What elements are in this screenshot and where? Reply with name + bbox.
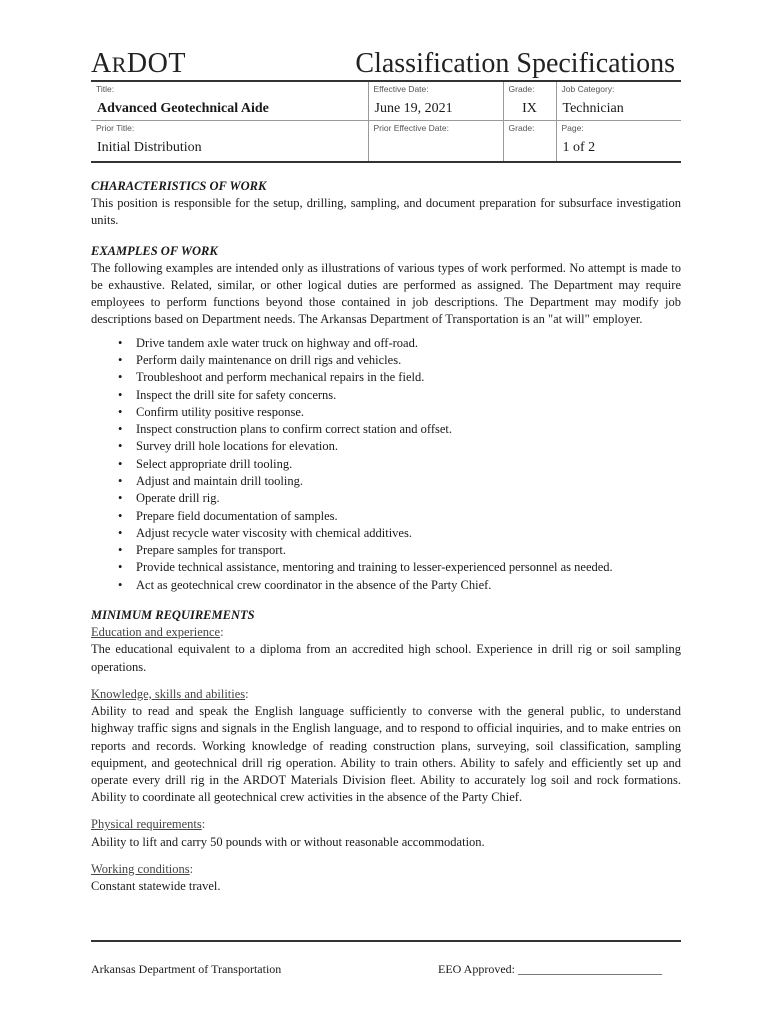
job-category-value: Technician [562,101,624,116]
page-label: Page: [561,123,584,133]
title-cell [91,81,368,121]
list-item: • Inspect construction plans to confirm correct station and offset. [136,421,681,438]
title-label: Title: [96,84,115,94]
list-item: • Prepare field documentation of samples. [136,508,681,525]
list-item: • Inspect the drill site for safety concerns. [136,387,681,404]
effective-date-cell [368,81,503,121]
list-item: • Provide technical assistance, mentoring and training to lesser-experienced personnel as needed. [136,559,681,576]
prior-title-value: Initial Distribution [97,140,202,155]
footer-department: Arkansas Department of Transportation [91,962,282,976]
examples-heading: EXAMPLES OF WORK [91,243,218,258]
list-item: • Adjust recycle water viscosity with chemical additives. [136,525,681,542]
prior-grade-label: Grade: [508,123,535,133]
job-category-label: Job Category: [561,84,615,94]
document-title: Classification Specifications [355,48,675,79]
list-item: • Select appropriate drill tooling. [136,456,681,473]
knowledge-heading: Knowledge, skills and abilities: [91,686,249,701]
list-item: • Troubleshoot and perform mechanical repairs in the field. [136,369,681,386]
prior-title-label: Prior Title: [96,123,135,133]
working-heading: Working conditions: [91,861,194,876]
list-item: • Adjust and maintain drill tooling. [136,473,681,490]
characteristics-text: This position is responsible for the setup, drilling, sampling, and document preparation for subsurface investigation units. [91,196,681,228]
examples-intro: The following examples are intended only as illustrations of various types of work performed. No attempt is made to be exhaustive. Related, similar, or other logical duties are performed as assigned. The Department may require employees to perform functions beyond those contained in job descriptions. The Department may modify job descriptions based on Department needs. The Arkansas Department of Transportation is an "at will" employer. [91,260,681,327]
grade-cell [503,81,556,121]
footer-eeo-approved: EEO Approved: ________________________ [438,962,662,976]
effective-date-label: Effective Date: [373,84,429,94]
prior-effective-date-cell [368,121,503,163]
document-body [91,178,681,895]
physical-heading: Physical requirements: [91,817,206,832]
education-heading: Education and experience: [91,625,224,640]
list-item: • Confirm utility positive response. [136,404,681,421]
examples-list [91,335,681,594]
job-category-cell [556,81,681,121]
prior-title-cell [91,121,368,163]
footer-divider [91,940,681,942]
working-text: Constant statewide travel. [91,878,221,893]
title-value: Advanced Geotechnical Aide [97,101,269,116]
effective-date-value: June 19, 2021 [374,101,453,116]
education-text: The educational equivalent to a diploma from an accredited high school. Experience in drill rig or soil sampling operations. [91,642,681,674]
grade-label: Grade: [508,84,535,94]
knowledge-text: Ability to read and speak the English language sufficiently to converse with the general public, to understand highway traffic signs and signals in the English language, and to respond to official inquiries, and to make entries on reports and records. Working knowledge of reading construction plans, surveying, soil classification, sampling equipment, and geotechnical drill rig operation. Ability to train others. Ability to safely and efficiently set up and operate every drill rig in the ARDOT Materials Division fleet. Ability to accurately log soil and rock formations. Ability to coordinate all geotechnical crew activities in the absence of the Party Chief. [91,704,681,805]
page-cell [556,121,681,163]
prior-effective-date-value [369,133,503,140]
list-item: • Prepare samples for transport. [136,542,681,559]
prior-grade-value [504,133,556,140]
job-info-table [91,80,681,163]
grade-value: IX [522,101,537,116]
requirements-heading: MINIMUM REQUIREMENTS [91,608,255,623]
list-item: • Survey drill hole locations for elevation. [136,438,681,455]
list-item: • Perform daily maintenance on drill rigs and vehicles. [136,352,681,369]
list-item: • Drive tandem axle water truck on highway and off-road. [136,335,681,352]
prior-effective-date-label: Prior Effective Date: [373,123,449,133]
list-item: • Operate drill rig. [136,490,681,507]
physical-text: Ability to lift and carry 50 pounds with or without reasonable accommodation. [91,834,485,849]
page-value: 1 of 2 [562,140,596,155]
prior-grade-cell [503,121,556,163]
document-header [91,48,681,80]
characteristics-heading: CHARACTERISTICS OF WORK [91,179,267,193]
list-item: • Act as geotechnical crew coordinator in the absence of the Party Chief. [136,577,681,594]
ardot-logo-text: ARDOT [91,48,186,79]
